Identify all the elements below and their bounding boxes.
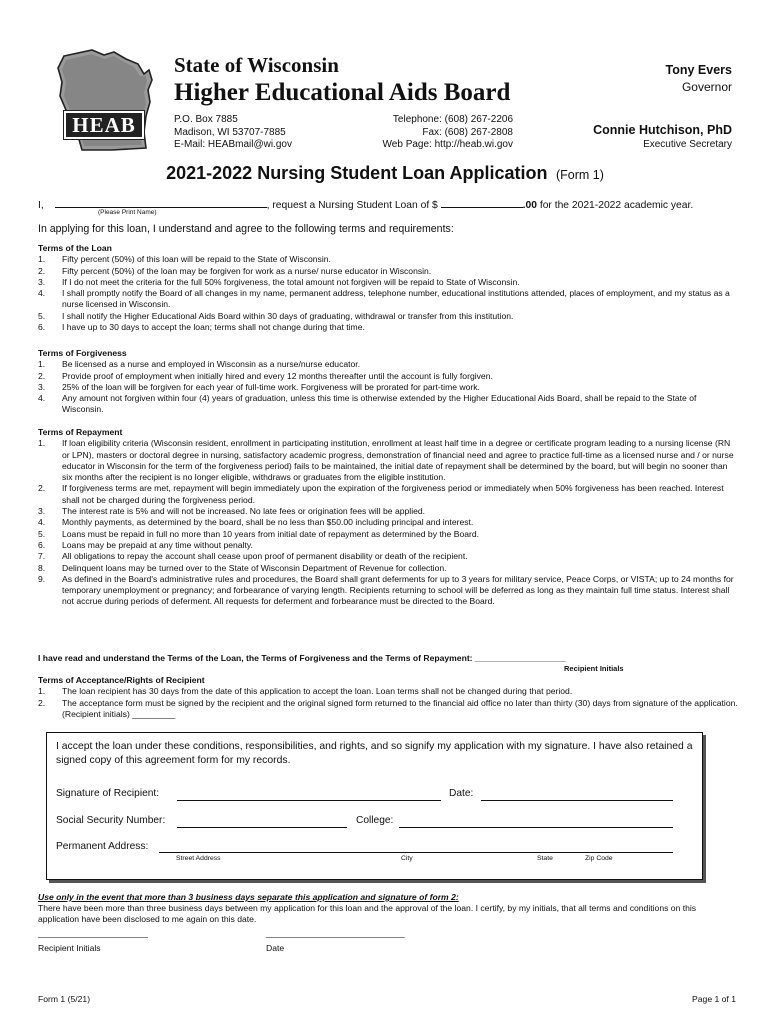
ssn-field[interactable] <box>177 827 347 828</box>
terms-of-repayment-list <box>38 438 738 607</box>
list-item: 6. I have up to 30 days to accept the loan; terms shall not change during that time. <box>38 322 365 333</box>
ssn-label: Social Security Number: <box>56 815 166 826</box>
secretary-name: Connie Hutchison, PhD <box>593 123 732 137</box>
section-title: Terms of Repayment <box>38 427 123 437</box>
address-line: Madison, WI 53707-7885 <box>174 126 286 138</box>
list-item: 3. The interest rate is 5% and will not be increased. No late fees or origination fees will be applied. <box>38 506 426 517</box>
college-label: College: <box>356 815 394 826</box>
governor-title: Governor <box>681 80 732 94</box>
section-title: Terms of the Loan <box>38 243 112 253</box>
email-line: E-Mail: HEABmail@wi.gov <box>174 139 292 150</box>
terms-of-loan-list <box>38 254 738 333</box>
section-title: Terms of Forgiveness <box>38 348 127 358</box>
state-title: State of Wisconsin <box>174 53 339 77</box>
list-item: 5. Loans must be repaid in full no more than 10 years from initial date of repayment as determined by the Board. <box>38 528 480 539</box>
list-item: 5. I shall notify the Higher Educational Aids Board within 30 days of graduating, withdrawal or transfer from this institution. <box>38 310 514 321</box>
terms-of-repayment-section <box>38 427 738 608</box>
list-item: 2. Fifty percent (50%) of the loan may be forgiven for work as a nurse/ nurse educator in Wisconsin. <box>38 265 432 276</box>
list-item: 4. Monthly payments, as determined by the board, shall be no less than $50.00 including principal and interest. <box>38 517 474 528</box>
list-item: 1. Be licensed as a nurse and employed in Wisconsin as a nurse/nurse educator. <box>38 359 361 370</box>
list-item: 8. Delinquent loans may be turned over to the State of Wisconsin Department of Revenue for collection. <box>38 562 447 573</box>
late-use-title: Use only in the event that more than 3 business days separate this application and signature of form 2: <box>38 892 459 902</box>
name-caption: (Please Print Name) <box>98 209 157 216</box>
terms-of-acceptance-section <box>38 675 738 720</box>
signature-label: Signature of Recipient: <box>56 788 160 799</box>
terms-of-acceptance-list <box>38 686 738 720</box>
terms-of-loan-section <box>38 243 738 333</box>
list-item: 4. Any amount not forgiven within four (4) years of graduation, unless this time is otherwise extended by the Higher Educational Aids Board, shall be repaid to the State of Wisconsin. <box>38 393 697 415</box>
recipient-initials-caption: Recipient Initials <box>564 664 624 673</box>
list-item: 4. I shall promptly notify the Board of all changes in my name, permanent address, telephone number, educational institutions attended, places of employment, and my status as a nurse licensed in Wisconsin. <box>38 288 730 310</box>
form-number: (Form 1) <box>555 168 604 182</box>
intro-text: In applying for this loan, I understand and agree to the following terms and requirements: <box>38 223 454 235</box>
late-use-text: There have been more than three business days between my application for this loan and the approval of the loan. I certify, by my initials, that all terms and conditions on this application have been disclosed to me again on this date. <box>38 903 697 925</box>
address-label: Permanent Address: <box>56 841 149 852</box>
list-item: 3. If I do not meet the criteria for the full 50% forgiveness, the total amount not forgiven will be repaid to State of Wisconsin. <box>38 276 520 287</box>
signature-box <box>46 732 703 880</box>
list-item: 1. The loan recipient has 30 days from the date of this application to accept the loan. Loan terms shall not be changed during that period. <box>38 686 573 697</box>
list-item: 6. Loans may be prepaid at any time without penalty. <box>38 539 253 550</box>
section-title: Terms of Acceptance/Rights of Recipient <box>38 675 205 685</box>
state-caption: State <box>537 855 553 862</box>
permanent-address-field[interactable] <box>159 852 673 853</box>
form-title: 2021-2022 Nursing Student Loan Application <box>166 163 548 183</box>
list-item: 2. The acceptance form must be signed by the recipient and the original signed form returned to the financial aid office no later than thirty (30) days from signature of the application. (Recipient initials) _________ <box>38 697 738 719</box>
wisconsin-map-logo <box>52 46 164 158</box>
page-number: Page 1 of 1 <box>692 994 736 1004</box>
request-middle: , request a Nursing Student Loan of $ <box>266 200 438 211</box>
page-title <box>0 163 770 184</box>
form-code: Form 1 (5/21) <box>38 994 91 1004</box>
list-item: 7. All obligations to repay the account shall cease upon proof of permanent disability or death of the recipient. <box>38 551 468 562</box>
terms-of-forgiveness-section <box>38 348 738 416</box>
webpage-line: Web Page: http://heab.wi.gov <box>382 139 513 150</box>
list-item: 1. Fifty percent (50%) of this loan will be repaid to the State of Wisconsin. <box>38 254 331 265</box>
board-title: Higher Educational Aids Board <box>174 79 511 106</box>
request-prefix: I, <box>38 200 44 211</box>
list-item: 3. 25% of the loan will be forgiven for each year of full-time work. Forgiveness will be prorated for part-time work. <box>38 381 480 392</box>
date-label: Date: <box>449 788 474 799</box>
fax-line: Fax: (608) 267-2808 <box>422 126 513 138</box>
late-date-line[interactable]: _____________________________ <box>266 928 405 938</box>
list-item: 2. Provide proof of employment when initially hired and every 12 months thereafter until the account is fully forgiven. <box>38 370 493 381</box>
heab-logo-text: HEAB <box>64 111 144 139</box>
board-address <box>174 114 292 152</box>
address-line: P.O. Box 7885 <box>174 114 238 125</box>
late-date-label: Date <box>266 943 285 953</box>
recipient-name-field[interactable] <box>55 196 267 208</box>
list-item: 1. If loan eligibility criteria (Wisconsin resident, enrollment in participating institution, enrollment at least half time in a degree or certificate program leading to a nursing license (RN or LPN), masters or doctoral degree in nursing, satisfactory academic progress, demonstration of financial need and agree to practice full-time as a licensed nurse and / or nurse educator in Wisconsin for the term of the forgiveness period) fails to be maintained, the initial date of repayment shall be determined by the board, but will begin no sooner than six months after the recipient is no longer eligible, withdraws or graduates from the eligible institution. <box>38 438 734 483</box>
list-item: 2. If forgiveness terms are met, repayment will begin immediately upon the expiration of the forgiveness period or immediately when 50% forgiveness has been reached. Interest shall not be charged during the forgiveness period. <box>38 483 724 505</box>
list-item: 9. As defined in the Board's administrative rules and procedures, the Board shall grant deferments for up to 3 years for military service, Peace Corps, or VISTA; up to 24 months for temporary unemployment or pregnancy; and forbearance of varying length. Recipients returning to school will be deferred as long as they maintain full time status. Interest shall not accrue during periods of deferment. All requests for deferment and forbearance must be directed to the Board. <box>38 573 734 607</box>
secretary-title: Executive Secretary <box>643 139 732 150</box>
zip-caption: Zip Code <box>585 855 613 862</box>
governor-name: Tony Evers <box>665 63 732 77</box>
date-field[interactable] <box>481 800 673 801</box>
board-contact <box>340 114 513 152</box>
street-caption: Street Address <box>176 855 221 862</box>
request-cents: .00 <box>522 200 537 211</box>
loan-amount-field[interactable] <box>441 196 523 208</box>
signature-field[interactable] <box>177 800 441 801</box>
late-initials-line[interactable]: _______________________ <box>38 928 148 938</box>
acceptance-statement: I accept the loan under these conditions, responsibilities, and rights, and so signify my application with my signature. I have also retained a signed copy of this agreement form for my records. <box>56 741 693 766</box>
college-field[interactable] <box>399 827 673 828</box>
terms-of-forgiveness-list <box>38 359 738 415</box>
late-initials-label: Recipient Initials <box>38 943 101 953</box>
request-suffix: for the 2021-2022 academic year. <box>536 200 694 211</box>
read-statement: I have read and understand the Terms of the Loan, the Terms of Forgiveness and the Terms of Repayment: ___________________ <box>38 653 566 663</box>
telephone-line: Telephone: (608) 267-2206 <box>392 114 513 125</box>
city-caption: City <box>401 855 413 862</box>
